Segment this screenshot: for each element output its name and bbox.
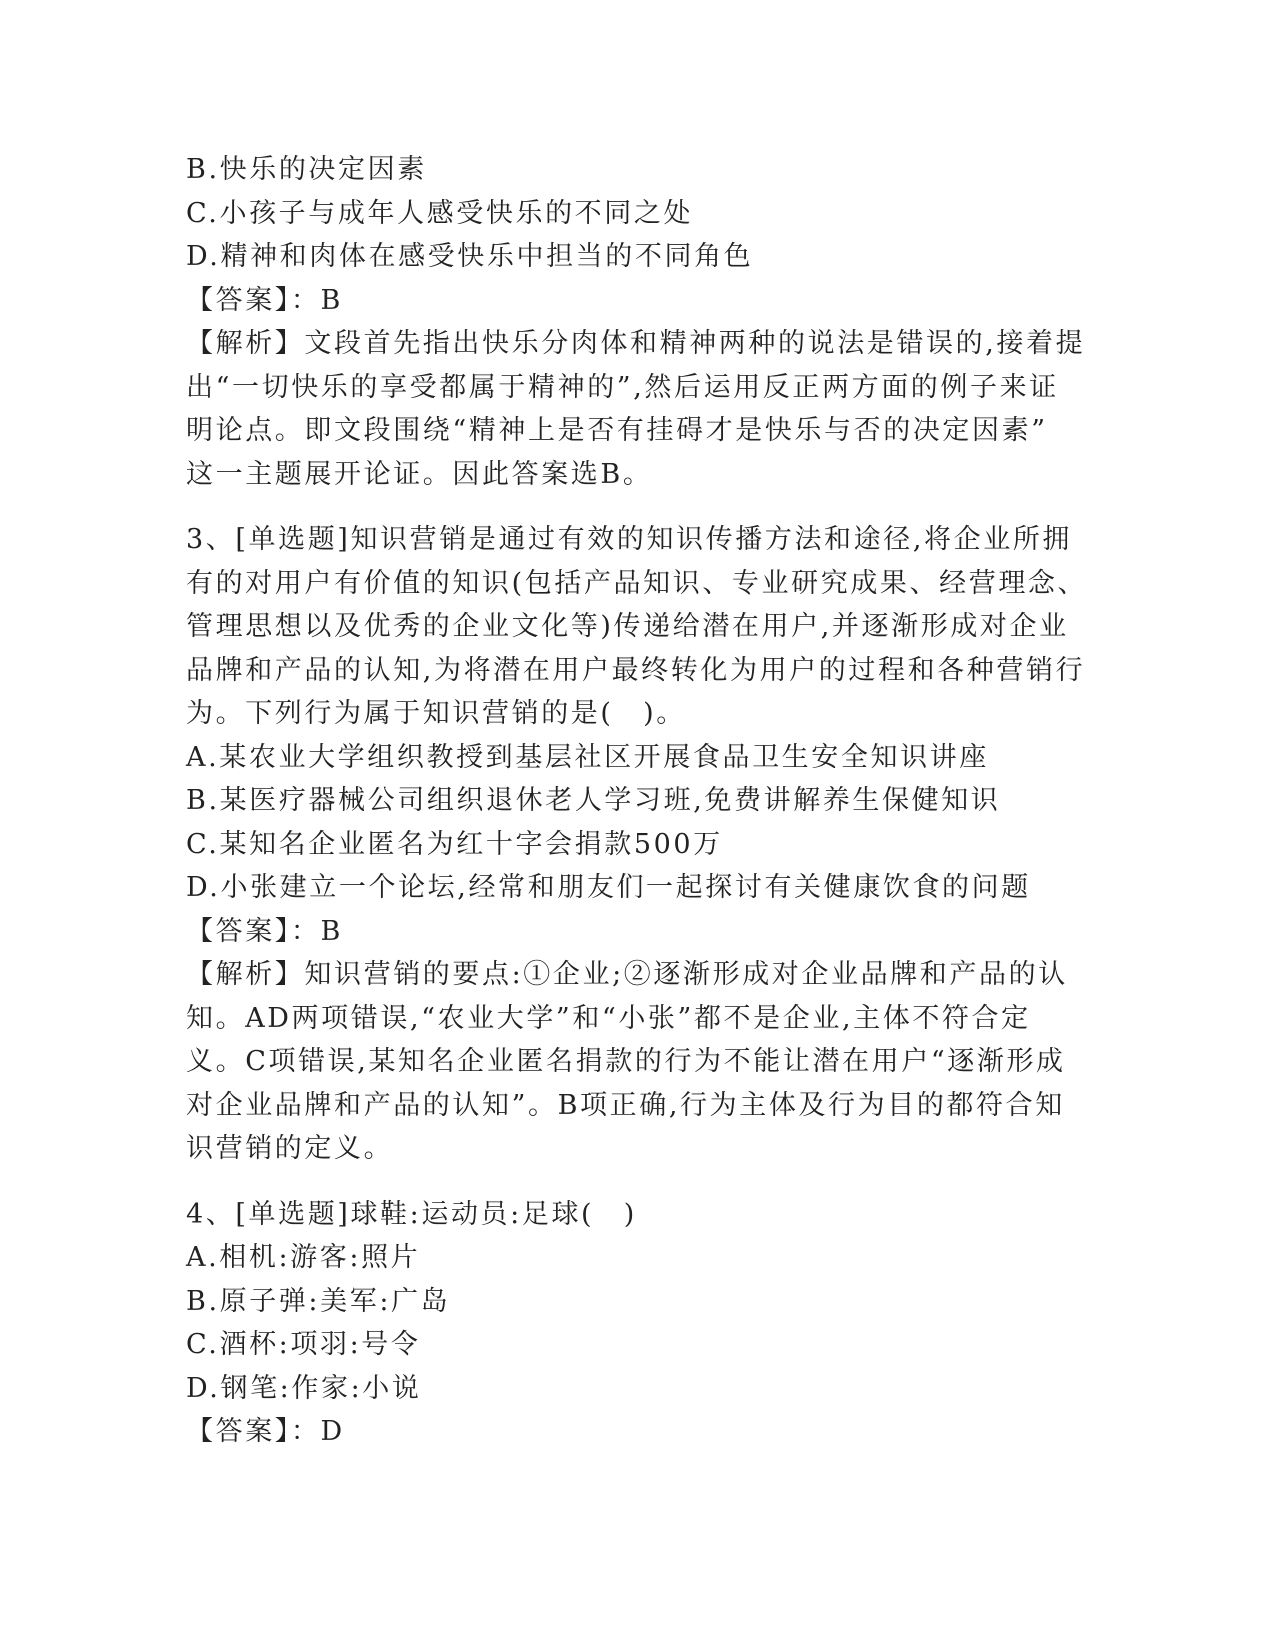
option-d: D.小张建立一个论坛,经常和朋友们一起探讨有关健康饮食的问题 (186, 872, 1031, 903)
question-2-tail (186, 148, 1086, 496)
analysis-line: 明论点。即文段围绕“精神上是否有挂碍才是快乐与否的决定因素” (186, 415, 1048, 446)
analysis-line: 出“一切快乐的享受都属于精神的”,然后运用反正两方面的例子来证 (186, 371, 1059, 403)
question-stem-line: 有的对用户有价值的知识(包括产品知识、专业研究成果、经营理念、 (186, 567, 1088, 599)
question-3 (186, 518, 1086, 1171)
option-c: C.某知名企业匿名为红十字会捐款500万 (186, 828, 723, 860)
analysis-line: 识营销的定义。 (186, 1133, 394, 1164)
option-a: A.某农业大学组织教授到基层社区开展食品卫生安全知识讲座 (186, 741, 989, 773)
answer-line: 【答案】：D (186, 1416, 345, 1447)
analysis-line: 【解析】知识营销的要点:①企业;②逐渐形成对企业品牌和产品的认 (186, 959, 1068, 990)
question-stem-line: 为。下列行为属于知识营销的是( )。 (186, 698, 686, 729)
option-a: A.相机:游客:照片 (186, 1242, 421, 1273)
section-gap (186, 496, 1086, 518)
document-content (186, 148, 1086, 1454)
option-b: B.原子弹:美军:广岛 (186, 1285, 451, 1317)
section-gap (186, 1171, 1086, 1193)
option-b: B.快乐的决定因素 (186, 154, 427, 185)
question-stem-line: 管理思想以及优秀的企业文化等)传递给潜在用户,并逐渐形成对企业 (186, 611, 1069, 642)
question-stem-line: 4、[单选题]球鞋:运动员:足球( ) (186, 1198, 637, 1230)
analysis-line: 对企业品牌和产品的认知”。B项正确,行为主体及行为目的都符合知 (186, 1089, 1065, 1121)
question-stem-line: 3、[单选题]知识营销是通过有效的知识传播方法和途径,将企业所拥 (186, 524, 1073, 555)
option-b: B.某医疗器械公司组织退休老人学习班,免费讲解养生保健知识 (186, 785, 1001, 816)
question-4 (186, 1193, 1086, 1454)
analysis-line: 【解析】文段首先指出快乐分肉体和精神两种的说法是错误的,接着提 (186, 328, 1086, 359)
option-c: C.小孩子与成年人感受快乐的不同之处 (186, 197, 694, 229)
analysis-line: 这一主题展开论证。因此答案选B。 (186, 458, 653, 490)
analysis-line: 义。C项错误,某知名企业匿名捐款的行为不能让潜在用户“逐渐形成 (186, 1046, 1066, 1077)
question-stem-line: 品牌和产品的认知,为将潜在用户最终转化为用户的过程和各种营销行 (186, 654, 1086, 686)
option-d: D.精神和肉体在感受快乐中担当的不同角色 (186, 241, 754, 272)
option-c: C.酒杯:项羽:号令 (186, 1329, 421, 1360)
analysis-line: 知。AD两项错误,“农业大学”和“小张”都不是企业,主体不符合定 (186, 1002, 1031, 1034)
option-d: D.钢笔:作家:小说 (186, 1372, 422, 1404)
answer-line: 【答案】：B (186, 284, 343, 316)
answer-line: 【答案】：B (186, 915, 343, 947)
